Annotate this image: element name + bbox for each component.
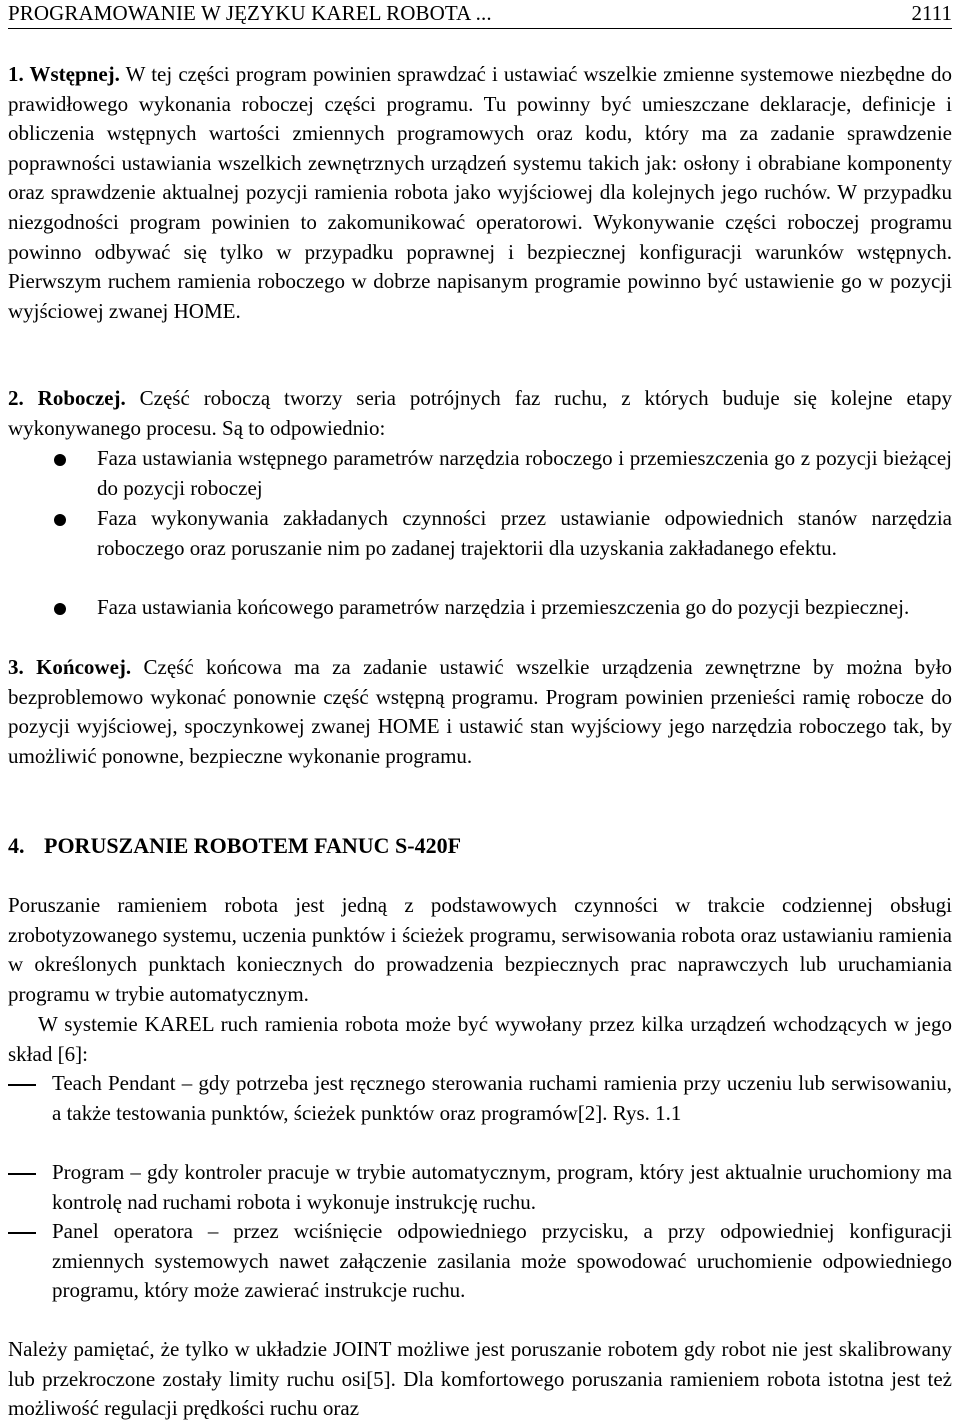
bullet-dot — [54, 603, 66, 615]
phase-1-paragraph — [8, 60, 952, 326]
header-title: PROGRAMOWANIE W JĘZYKU KAREL ROBOTA ... — [8, 1, 492, 25]
phase-3-text: Część końcowa ma za zadanie ustawić wszelkie urządzenia zewnętrzne by można było bezproblemowo wykonać ponownie część wstępną programu. Program powinien przenieści ramię robocze do pozycji wyjściowej, spoczynkowej zwanej HOME i ustawić stan wyjściowy jego narzędzia roboczego tak, by umożliwić ponowne, bezpieczne wykonanie programu. — [8, 655, 952, 768]
dash-marker — [8, 1232, 36, 1234]
section-number: 4. — [8, 833, 25, 858]
section-heading — [8, 831, 952, 861]
phase-1-label: 1. Wstępnej. — [8, 62, 120, 86]
phase-1-text: W tej części program powinien sprawdzać i ustawiać wszelkie zmienne systemowe niezbędne do prawidłowego wykonania roboczej części programu. Tu powinny być umieszczane deklaracje, definicje i obliczenia wstępnych wartości zmiennych programowych oraz kodu, który ma za zadanie sprawdzenie poprawności ustawiania wszelkich zewnętrznych urządzeń systemu takich jak: osłony i obrabiane komponenty oraz sprawdzenie aktualnej pozycji ramienia robota jako wyjściowej dla kolejnych jego ruchów. W przypadku niezgodności program powinien to zakomunikować operatorowi. Wykonywanie części roboczej programu powinno odbywać się tylko w przypadku poprawnej i bezpiecznej konfiguracji warunków wstępnych. Pierwszym ruchem ramienia roboczego w dobrze napisanym programie powinno być ustawienie go w pozycji wyjściowej zwanej HOME. — [8, 62, 953, 323]
phase-3-label: 3. Końcowej. — [8, 655, 132, 679]
phase-2-paragraph — [8, 384, 952, 443]
page-number: 2111 — [911, 1, 952, 25]
body-paragraph-3: Należy pamiętać, że tylko w układzie JOINT możliwe jest poruszanie robotem gdy robot nie jest skalibrowany lub przekroczone zostały limity ruchu osi[5]. Dla komfortowego poruszania ramieniem robota istotna jest też możliwość regulacji prędkości ruchu oraz — [8, 1337, 952, 1421]
phase-2-label: 2. Roboczej. — [8, 386, 126, 410]
bullet-dot — [54, 514, 66, 526]
bullet-dot — [54, 454, 66, 466]
dash-list-item: Program – gdy kontroler pracuje w trybie automatycznym, program, który jest aktualnie uruchomiony ma kontrolę nad ruchami robota i wykonuje instrukcję ruchu. — [52, 1160, 952, 1214]
dash-marker — [8, 1084, 36, 1086]
bullet-item: Faza ustawiania końcowego parametrów narzędzia i przemieszczenia go do pozycji bezpiecznej. — [97, 595, 910, 619]
dash-list-item: Teach Pendant – gdy potrzeba jest ręcznego sterowania ruchami ramienia przy uczeniu lub serwisowaniu, a także testowania punktów, ścieżek punktów oraz programów[2]. Rys. 1.1 — [52, 1071, 952, 1125]
section-title: PORUSZANIE ROBOTEM FANUC S-420F — [44, 833, 462, 858]
bullet-item: Faza wykonywania zakładanych czynności przez ustawianie odpowiednich stanów narzędzia roboczego oraz poruszanie nim po zadanej trajektorii dla uzyskania zakładanego efektu. — [97, 506, 952, 560]
body-paragraph-1: Poruszanie ramieniem robota jest jedną z podstawowych czynności w trakcie codziennej obsługi zrobotyzowanego systemu, uczenia punktów i ścieżek programu, serwisowania robota oraz ustawianiu ramienia w określonych punktach koniecznych do prowadzenia bezpiecznych prac naprawczych lub uruchamiania programu w trybie automatycznym. — [8, 893, 952, 1006]
phase-2-text: Część roboczą tworzy seria potrójnych faz ruchu, z których buduje się kolejne etapy wykonywanego procesu. Są to odpowiednio: — [8, 386, 953, 440]
bullet-item: Faza ustawiania wstępnego parametrów narzędzia roboczego i przemieszczenia go z pozycji bieżącej do pozycji roboczej — [97, 446, 952, 500]
phase-3-paragraph — [8, 653, 952, 771]
body-paragraph-2: W systemie KAREL ruch ramienia robota może być wywołany przez kilka urządzeń wchodzących w jego skład [6]: — [8, 1012, 952, 1066]
running-header — [8, 0, 952, 29]
dash-marker — [8, 1173, 36, 1175]
dash-list-item: Panel operatora – przez wciśnięcie odpowiedniego przycisku, a przy odpowiedniej konfiguracji zmiennych systemowych nawet załączenie zasilania może spowodować uruchomienie odpowiedniego programu, który może zawierać instrukcje ruchu. — [52, 1219, 952, 1303]
